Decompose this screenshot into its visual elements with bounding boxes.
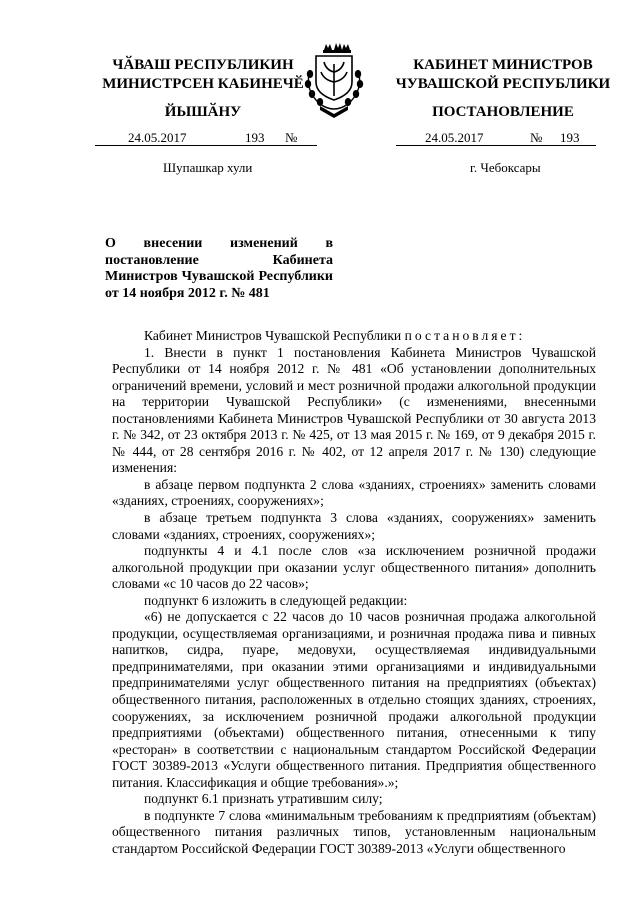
right-number-sign: № (530, 130, 543, 145)
body-paragraph: в подпункте 7 слова «минимальным требованиям к предприятиям (объектам) общественного питания различных типов, установленным национальным стандартом Российской Федерации ГОСТ 30389-2013 «Услуги общественного (112, 807, 596, 856)
body-paragraph: «6) не допускается с 22 часов до 10 часов розничная продажа алкогольной продукции, осуществляемая организациями, и розничная продажа пива и пивных напитков, сидра, пуаре, медовухи, осуществляемая индивидуальными предпринимателями, при оказании этими организациями и индивидуальными предпринимателями услуг общественного питания на предприятиях (объектах) общественного питания, расположенных в отдельно стоящих зданиях, строениях, сооружениях, за исключением розничной продажи алкогольной продукции предприятиями (объектами) общественного питания, отнесенными к типу «ресторан» в соответствии с национальным стандартом Российской Федерации ГОСТ 30389-2013 «Услуги общественного питания. Предприятия общественного питания. Классификация и общие требования».»; (112, 609, 596, 790)
intro-prefix: Кабинет Министров Чувашской Республики (144, 328, 402, 343)
left-number: 193 (245, 130, 265, 145)
chuvash-coat-of-arms-icon (296, 40, 372, 120)
right-doc-type: ПОСТАНОВЛЕНИЕ (432, 104, 574, 120)
left-number-sign: № (285, 130, 298, 145)
right-date: 24.05.2017 (425, 130, 484, 145)
intro-verb: постановляет: (404, 328, 526, 343)
right-city: г. Чебоксары (470, 160, 541, 175)
left-city: Шупашкар хули (163, 160, 253, 175)
left-header-line1: ЧӐВАШ РЕСПУБЛИКИН (112, 57, 294, 73)
body-paragraph: подпункты 4 и 4.1 после слов «за исключением розничной продажи алкогольной продукции при оказании услуг общественного питания» дополнить словами «с 10 часов до 22 часов»; (112, 543, 596, 592)
body-paragraph: в абзаце первом подпункта 2 слова «зданиях, строениях» заменить словами «зданиях, строениях, сооружениях»; (112, 476, 596, 509)
body-paragraph: в абзаце третьем подпункта 3 слова «зданиях, сооружениях» заменить словами «зданиях, строениях, сооружениях»; (112, 510, 596, 542)
body-paragraph: подпункт 6.1 признать утратившим силу; (144, 791, 383, 807)
right-header-line1: КАБИНЕТ МИНИСТРОВ (413, 57, 593, 73)
document-body (112, 328, 596, 858)
left-date: 24.05.2017 (128, 130, 187, 145)
body-paragraph: подпункт 6 изложить в следующей редакции: (144, 592, 408, 608)
left-header-line2: МИНИСТРСЕН КАБИНЕЧӖ (102, 76, 304, 92)
left-doc-type: ЙЫШӐНУ (164, 104, 242, 120)
right-number: 193 (560, 130, 580, 145)
document-subject: О внесении изменений в постановление Кабинета Министров Чувашской Республики от 14 ноября 2012 г. № 481 (105, 236, 333, 301)
body-paragraph: 1. Внести в пункт 1 постановления Кабинета Министров Чувашской Республики от 14 ноября 2012 г. № 481 «Об установлении дополнительных ограничений времени, условий и мест розничной продажи алкогольной продукции на территории Чувашской Республики» (с изменениями, внесенными постановлениями Кабинета Министров Чувашской Республики от 30 августа 2013 г. № 342, от 23 октября 2013 г. № 425, от 13 мая 2015 г. № 169, от 9 декабря 2015 г. № 444, от 28 сентября 2016 г. № 402, от 12 апреля 2017 г. № 130) следующие изменения: (112, 344, 596, 476)
intro-paragraph (112, 328, 596, 345)
right-header-line2: ЧУВАШСКОЙ РЕСПУБЛИКИ (395, 76, 611, 92)
